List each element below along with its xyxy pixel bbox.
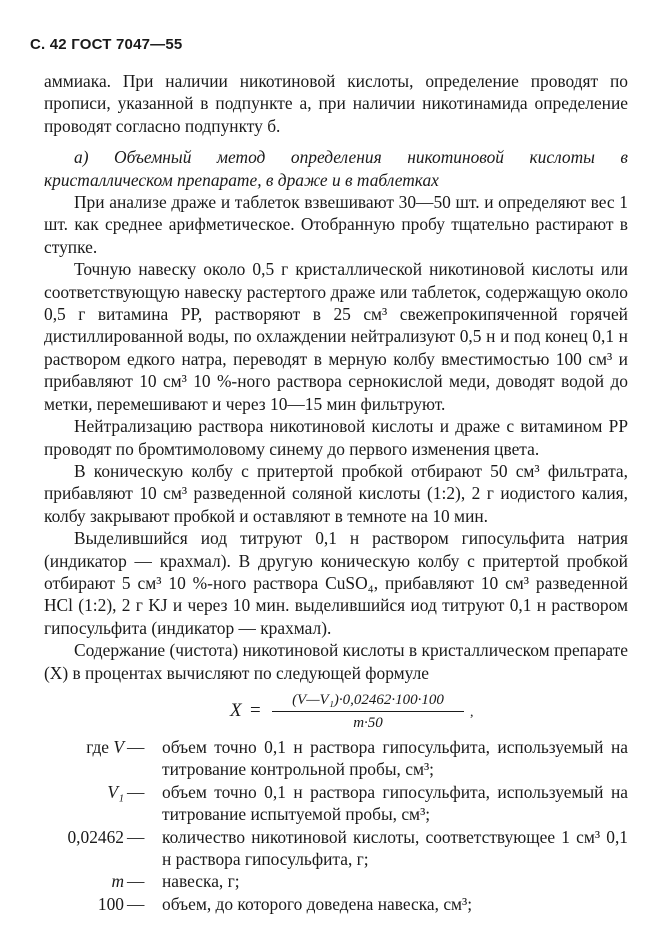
paragraph-formula-intro: Содержание (чистота) никотиновой кислоты в кристаллическом препарате (X) в процентах вычисляют по следующей формуле	[44, 640, 628, 683]
definition-lead: где	[86, 736, 114, 757]
formula-lhs: X	[230, 699, 242, 721]
definition-item	[44, 870, 628, 892]
paragraph-titration: Выделившийся иод титруют 0,1 н раствором гипосульфита натрия (индикатор — крахмал). В другую коническую колбу с притертой пробкой отбирают 5 см³ 10 %-ного раствора CuSO₄, прибавляют 10 см³ разведенной HCl (1:2), 2 г KJ и через 10 мин. выделившийся иод титруют 0,1 н раствором гипосульфита (индикатор — крахмал).	[44, 528, 628, 638]
definition-dash: —	[127, 781, 145, 802]
paragraph-continuation: аммиака. При наличии никотиновой кислоты, определение проводят по прописи, указанной в подпункте а, при наличии никотинамида определение проводят согласно подпункту б.	[44, 71, 628, 136]
definition-text: количество никотиновой кислоты, соответствующее 1 см³ 0,1 н раствора гипосульфита, г;	[162, 826, 628, 869]
definition-text: объем точно 0,1 н раствора гипосульфита, используемый на титрование испытуемой пробы, см³;	[162, 781, 628, 825]
definition-symbol	[44, 870, 124, 892]
formula-denominator: m·50	[353, 714, 383, 731]
definition-symbol: 0,02462	[67, 826, 124, 847]
formula-equals: =	[250, 699, 261, 721]
definition-dash: —	[127, 736, 145, 757]
definition-text: объем точно 0,1 н раствора гипосульфита, используемый на титрование контрольной пробы, см³;	[162, 736, 628, 780]
definition-symbol	[44, 736, 124, 758]
definition-text: объем, до которого доведена навеска, см³;	[162, 893, 473, 914]
paragraph-sample-prep: Точную навеску около 0,5 г кристаллической никотиновой кислоты или соответствующую навеску растертого драже или таблеток, содержащую около 0,5 г витамина РР, растворяют в 25 см³ свежепрокипяченной горячей дистиллированной воды, по охлаждении нейтрализуют 0,5 н и под конец 0,1 н раствором едкого натра, переводят в мерную колбу вместимостью 100 см³ и прибавляют 10 см³ 10 %-ного раствора сернокислой меди, доводят водой до метки, перемешивают и через 10—15 мин фильтруют.	[44, 259, 628, 414]
definition-dash: —	[127, 826, 145, 847]
paragraph-sampling: При анализе драже и таблеток взвешивают 30—50 шт. и определяют вес 1 шт. как среднее арифметическое. Отобранную пробу тщательно растирают в ступке.	[44, 192, 628, 257]
formula	[44, 690, 628, 734]
definition-dash: —	[127, 871, 145, 892]
formula-trail: ,	[470, 704, 474, 720]
paragraph-neutralization: Нейтрализацию раствора никотиновой кислоты и драже с витамином РР проводят по бромтимоловому синему до первого изменения цвета.	[44, 416, 628, 459]
definition-symbol-text: V	[113, 736, 124, 757]
definition-item	[44, 736, 628, 781]
definition-symbol-text: V₁	[107, 781, 124, 802]
formula-numerator: (V—V₁)·0,02462·100·100	[272, 690, 464, 712]
definition-symbol: 100	[97, 893, 124, 914]
definition-text: навеска, г;	[162, 871, 240, 892]
page-header: С. 42 ГОСТ 7047—55	[30, 36, 183, 53]
body-text	[44, 70, 628, 915]
definitions-list	[44, 736, 628, 915]
definition-item	[44, 781, 628, 826]
paragraph-flask: В коническую колбу с притертой пробкой отбирают 50 см³ фильтрата, прибавляют 10 см³ разведенной соляной кислоты (1:2), 2 г иодистого калия, колбу закрывают пробкой и оставляют в темноте на 10 мин.	[44, 460, 628, 526]
definition-item	[44, 826, 628, 871]
definition-symbol	[44, 781, 124, 803]
definition-symbol-text: m	[111, 871, 124, 892]
formula-fraction	[272, 690, 464, 733]
section-a-title: а) Объемный метод определения никотиновой кислоты в кристаллическом препарате, в драже и в таблетках	[44, 147, 628, 190]
definition-dash: —	[127, 893, 145, 914]
definition-item	[44, 893, 628, 915]
